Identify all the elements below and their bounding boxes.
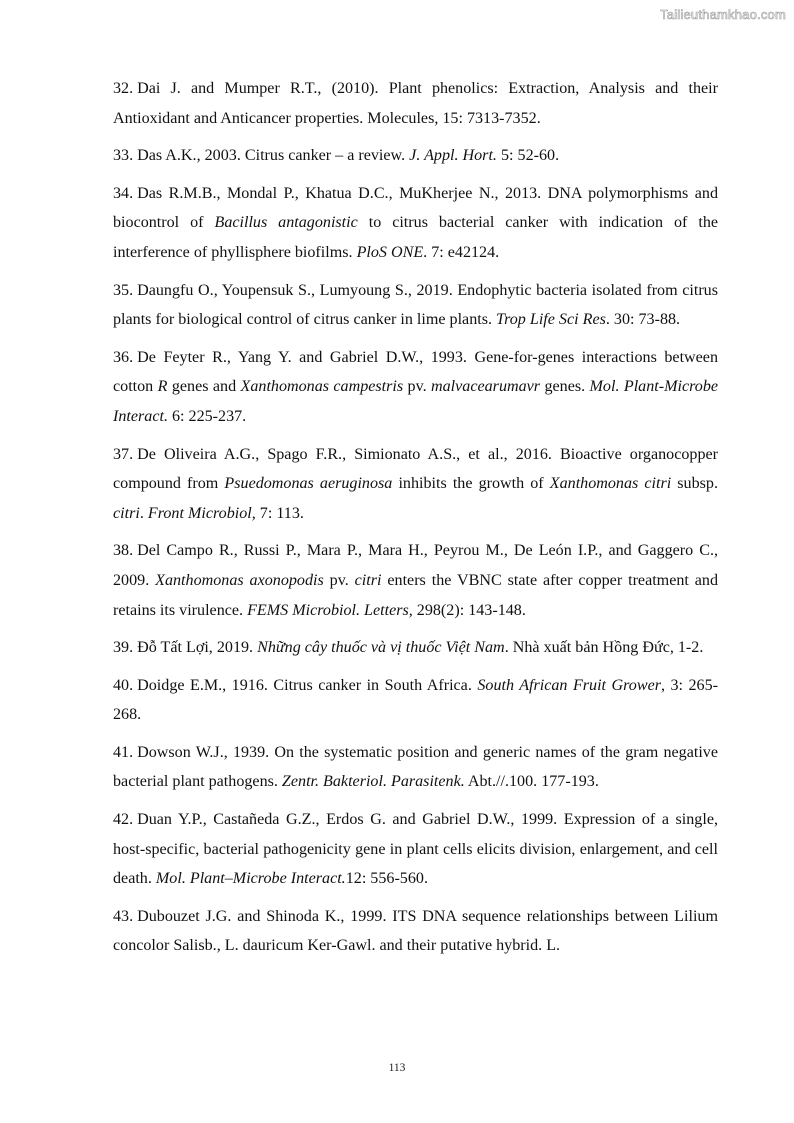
reference-text: 7: 113. xyxy=(255,504,304,522)
reference-italic-text: Trop Life Sci Res xyxy=(496,311,606,329)
reference-text: Doidge E.M., 1916. Citrus canker in South Africa. xyxy=(137,676,478,694)
reference-text: enters the VBNC state after copper treatment and retains its virulence. xyxy=(113,571,719,619)
reference-text: genes and xyxy=(167,378,241,396)
reference-text: Dowson W.J., 1939. On the systematic position and generic names of the gram negative bacterial plant pathogens. xyxy=(113,743,718,791)
reference-text: Đỗ Tất Lợi, 2019. xyxy=(137,639,258,657)
reference-entry xyxy=(113,738,718,797)
reference-italic-text: malvacearumavr xyxy=(431,378,541,396)
reference-number: 35. xyxy=(113,281,134,299)
reference-text: Daungfu O., Youpensuk S., Lumyoung S., 2019. Endophytic bacteria isolated from citrus plants for biological control of citrus canker in lime plants. xyxy=(113,281,718,329)
reference-text: . 30: 73-88. xyxy=(605,311,681,329)
reference-italic-text: Front Microbiol, xyxy=(147,504,256,522)
reference-italic-text: Xanthomonas axonopodis xyxy=(155,571,324,589)
reference-number: 37. xyxy=(113,445,134,463)
reference-text: 5: 52-60. xyxy=(496,147,560,165)
reference-italic-text: R xyxy=(157,378,168,396)
reference-entry xyxy=(113,440,718,529)
reference-text: genes. xyxy=(540,378,590,396)
reference-number: 41. xyxy=(113,743,134,761)
reference-italic-text: Mol. Plant-Microbe Interact. xyxy=(113,378,719,425)
reference-entry xyxy=(113,343,718,432)
reference-number: 38. xyxy=(113,542,134,560)
reference-number: 43. xyxy=(113,907,134,925)
reference-italic-text: Zentr. Bakteriol. Parasitenk. xyxy=(281,773,465,791)
reference-text: De Oliveira A.G., Spago F.R., Simionato A.S., et al., 2016. Bioactive organocopper compound from xyxy=(113,445,718,493)
reference-text: Del Campo R., Russi P., Mara P., Mara H., Peyrou M., De León I.P., and Gaggero C., 2009. xyxy=(113,542,718,589)
reference-text: De Feyter R., Yang Y. and Gabriel D.W., 1993. Gene-for-genes interactions between cotton xyxy=(113,348,718,396)
reference-number: 36. xyxy=(113,348,134,366)
reference-list xyxy=(113,74,718,969)
reference-italic-text: Psuedomonas aeruginosa xyxy=(224,475,393,493)
reference-text: subsp. xyxy=(671,475,718,493)
reference-text: 6: 225-237. xyxy=(167,407,247,425)
reference-entry xyxy=(113,536,718,625)
reference-text: Duan Y.P., Castañeda G.Z., Erdos G. and Gabriel D.W., 1999. Expression of a single, host-specific, bacterial pathogenicity gene in plant cells elicits division, enlargement, and cell death. xyxy=(113,811,718,888)
reference-italic-text: Xanthomonas citri xyxy=(549,475,672,493)
reference-text: , 3: 265-268. xyxy=(113,676,719,724)
reference-italic-text: PloS ONE xyxy=(356,243,424,261)
reference-number: 33. xyxy=(113,147,134,165)
reference-italic-text: Mol. Plant–Microbe Interact. xyxy=(155,870,346,888)
reference-italic-text: citri xyxy=(113,504,140,522)
reference-italic-text: South African Fruit Grower xyxy=(477,676,661,694)
reference-italic-text: Bacillus antagonistic xyxy=(214,214,358,232)
reference-text: Abt.//.100. 177-193. xyxy=(464,773,599,791)
page-number: 113 xyxy=(388,1062,406,1074)
reference-entry xyxy=(113,805,718,894)
reference-entry xyxy=(113,633,718,663)
reference-italic-text: J. Appl. Hort. xyxy=(409,147,497,165)
reference-text: Dubouzet J.G. and Shinoda K., 1999. ITS DNA sequence relationships between Lilium concolor Salisb., L. dauricum Ker-Gawl. and their putative hybrid. L. xyxy=(113,907,718,955)
reference-number: 39. xyxy=(113,639,134,657)
reference-text: Das A.K., 2003. Citrus canker – a review. xyxy=(137,147,410,165)
reference-text: . 7: e42124. xyxy=(423,243,500,261)
reference-entry xyxy=(113,141,718,171)
reference-text: . xyxy=(139,504,148,522)
reference-number: 32. xyxy=(113,80,134,97)
reference-text: 298(2): 143-148. xyxy=(412,601,526,619)
reference-entry xyxy=(113,276,718,335)
reference-entry xyxy=(113,179,718,268)
reference-number: 42. xyxy=(113,811,134,829)
reference-text: . Nhà xuất bản Hồng Đức, 1-2. xyxy=(504,639,704,657)
reference-text: 12: 556-560. xyxy=(345,870,428,888)
reference-text: inhibits the growth of xyxy=(392,475,550,493)
reference-number: 40. xyxy=(113,676,134,694)
reference-italic-text: FEMS Microbiol. Letters, xyxy=(247,601,413,619)
watermark: Tailieuthamkhao.com xyxy=(660,7,786,22)
reference-entry xyxy=(113,74,718,133)
reference-italic-text: citri xyxy=(354,571,382,589)
reference-number: 34. xyxy=(113,184,134,202)
reference-text: pv. xyxy=(403,378,432,396)
reference-italic-text: Những cây thuốc và vị thuốc Việt Nam xyxy=(257,639,505,657)
reference-text: Dai J. and Mumper R.T., (2010). Plant phenolics: Extraction, Analysis and their Antioxidant and Anticancer properties. Molecules, 15: 7313-7352. xyxy=(113,80,718,127)
reference-entry xyxy=(113,902,718,961)
reference-text: Das R.M.B., Mondal P., Khatua D.C., MuKherjee N., 2013. DNA polymorphisms and biocontrol of xyxy=(113,184,718,232)
reference-entry xyxy=(113,671,718,730)
reference-text: pv. xyxy=(323,571,355,589)
reference-text: to citrus bacterial canker with indication of the interference of phyllisphere biofilms. xyxy=(113,214,719,261)
reference-italic-text: Xanthomonas campestris xyxy=(240,378,404,396)
